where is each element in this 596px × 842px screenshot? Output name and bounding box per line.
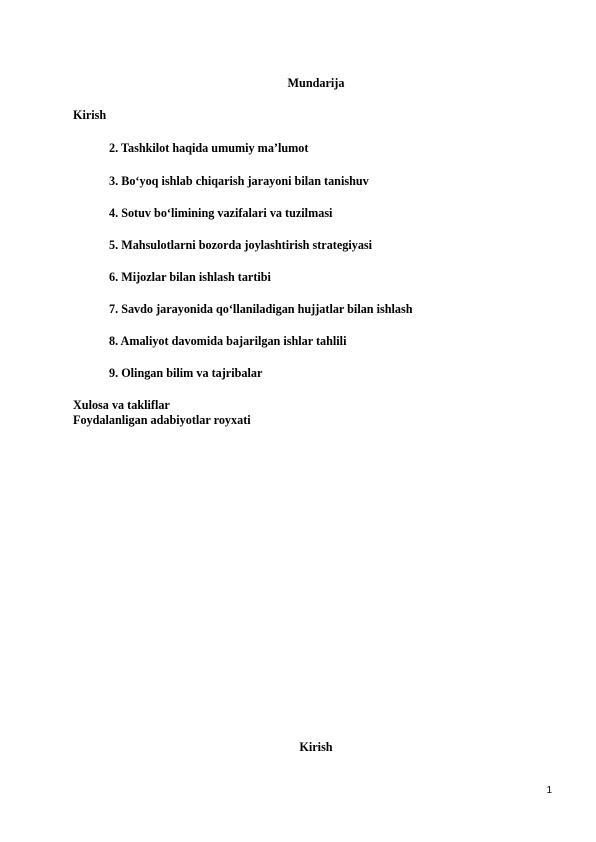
toc-entry: 2. Tashkilot haqida umumiy ma’lumot (109, 141, 309, 155)
toc-entry-references: Foydalanligan adabiyotlar royxati (73, 413, 251, 427)
section-heading: Kirish (299, 740, 333, 754)
toc-entry: 8. Amaliyot davomida bajarilgan ishlar tahlili (109, 334, 347, 348)
page-number: 1 (546, 785, 552, 796)
toc-entry-conclusion: Xulosa va takliflar (73, 398, 170, 412)
toc-entry-intro: Kirish (73, 108, 107, 122)
toc-entry: 7. Savdo jarayonida qo‘llaniladigan hujjatlar bilan ishlash (109, 302, 413, 316)
toc-entry: 5. Mahsulotlarni bozorda joylashtirish strategiyasi (109, 238, 373, 252)
page-title: Mundarija (287, 76, 345, 90)
toc-entry: 9. Olingan bilim va tajribalar (109, 366, 263, 380)
toc-entry: 6. Mijozlar bilan ishlash tartibi (109, 270, 271, 284)
toc-entry: 3. Bo‘yoq ishlab chiqarish jarayoni bilan tanishuv (109, 174, 369, 188)
toc-entry: 4. Sotuv bo‘limining vazifalari va tuzilmasi (109, 206, 333, 220)
